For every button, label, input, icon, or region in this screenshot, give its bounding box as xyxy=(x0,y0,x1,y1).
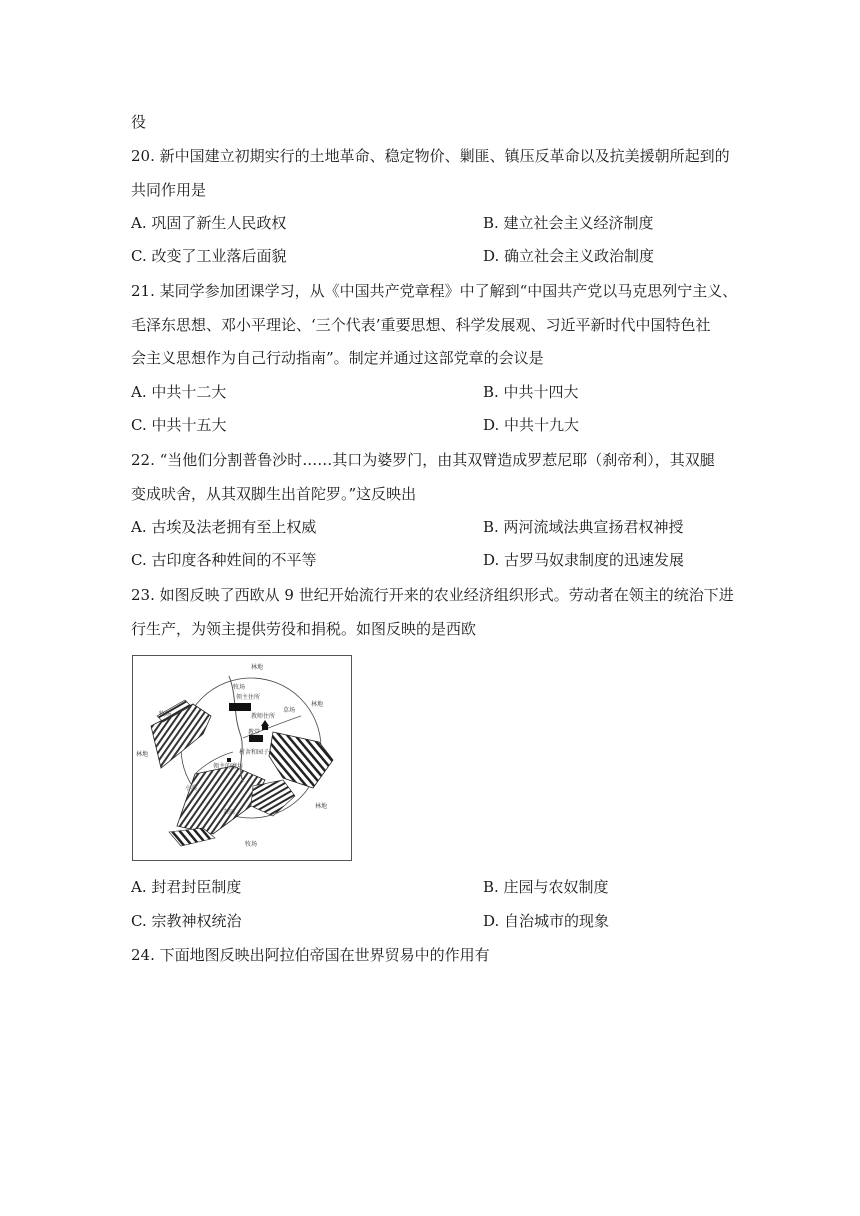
label-forest-bottom-right: 林地 xyxy=(315,803,328,810)
q23-option-d: D. 自治城市的现象 xyxy=(483,912,610,930)
strip-field-bottom-right xyxy=(251,780,295,816)
q22-option-a: A. 古埃及法老拥有至上权威 xyxy=(131,518,317,536)
label-stream: 小溪 xyxy=(185,785,198,792)
priest-house-body-icon xyxy=(262,726,268,730)
q23-option-c: C. 宗教神权统治 xyxy=(131,912,242,930)
label-meadow: 草场 xyxy=(283,707,296,714)
label-church: 教堂 xyxy=(248,729,261,736)
q21-option-d: D. 中共十九大 xyxy=(483,416,580,434)
question-21-stem-cont: 毛泽东思想、邓小平理论、‘三个代表’重要思想、科学发展观、习近平新时代中国特色社 xyxy=(131,316,711,334)
label-priest: 教师住所 xyxy=(251,713,276,720)
label-pasture-bottom: 牧场 xyxy=(245,841,258,848)
q21-option-b: B. 中共十四大 xyxy=(483,383,579,401)
question-21-stem: 21. 某同学参加团课学习，从《中国共产党章程》中了解到“中国共产党以马克思列宁主义、 xyxy=(131,282,738,300)
question-21-stem-cont2: 会主义思想作为自己行动指南”。制定并通过这部党章的会议是 xyxy=(131,349,544,367)
question-22-stem-cont: 变成吠舍，从其双脚生出首陀罗。”这反映出 xyxy=(131,485,417,503)
church-icon xyxy=(249,735,263,742)
q22-option-d: D. 古罗马奴隶制度的迅速发展 xyxy=(483,551,685,569)
question-23-stem-cont: 行生产，为领主提供劳役和捐税。如图反映的是西欧 xyxy=(131,620,477,638)
q23-option-b: B. 庄园与农奴制度 xyxy=(483,878,609,896)
q21-option-c: C. 中共十五大 xyxy=(131,416,227,434)
label-strips: 条田 xyxy=(223,809,236,816)
q21-option-a: A. 中共十二大 xyxy=(131,383,227,401)
question-20-stem: 20. 新中国建立初期实行的土地革命、稳定物价、剿匪、镇压反革命以及抗美援朝所起到的 xyxy=(131,147,730,165)
label-forest-right: 林地 xyxy=(311,701,324,708)
question-20-stem-cont: 共同作用是 xyxy=(131,181,207,199)
q22-option-c: C. 古印度各种姓间的不平等 xyxy=(131,551,317,569)
label-forest-left: 林地 xyxy=(136,751,149,758)
manor-map-svg xyxy=(133,656,351,860)
lord-house-icon xyxy=(229,703,251,711)
q20-option-b: B. 建立社会主义经济制度 xyxy=(483,214,654,232)
strip-field-right xyxy=(269,732,333,788)
label-pasture-left: 牧场 xyxy=(159,711,172,718)
q23-option-a: A. 封君封臣制度 xyxy=(131,878,242,896)
label-pasture-top: 牧场 xyxy=(233,684,246,691)
label-lord-house: 领主住所 xyxy=(236,694,261,701)
mill-icon xyxy=(227,758,231,762)
label-mill: 领主的磨坊 xyxy=(213,763,244,770)
question-23-stem: 23. 如图反映了西欧从 9 世纪开始流行开来的农业经济组织形式。劳动者在领主的统治下进 xyxy=(131,586,734,604)
question-24-stem: 24. 下面地图反映出阿拉伯帝国在世界贸易中的作用有 xyxy=(131,946,490,964)
q20-option-c: C. 改变了工业落后面貌 xyxy=(131,247,287,265)
manor-map-figure xyxy=(132,655,352,861)
label-village: 村舍和园子 xyxy=(239,749,270,756)
label-forest-top: 林地 xyxy=(251,664,264,671)
priest-house-icon xyxy=(261,720,269,726)
question-22-stem: 22. “当他们分割普鲁沙时……其口为婆罗门，由其双臂造成罗惹尼耶（刹帝利），其双腿 xyxy=(131,451,715,469)
q22-option-b: B. 两河流域法典宣扬君权神授 xyxy=(483,518,684,536)
continuation-text: 役 xyxy=(131,113,147,131)
q20-option-a: A. 巩固了新生人民政权 xyxy=(131,214,287,232)
q20-option-d: D. 确立社会主义政治制度 xyxy=(483,247,655,265)
